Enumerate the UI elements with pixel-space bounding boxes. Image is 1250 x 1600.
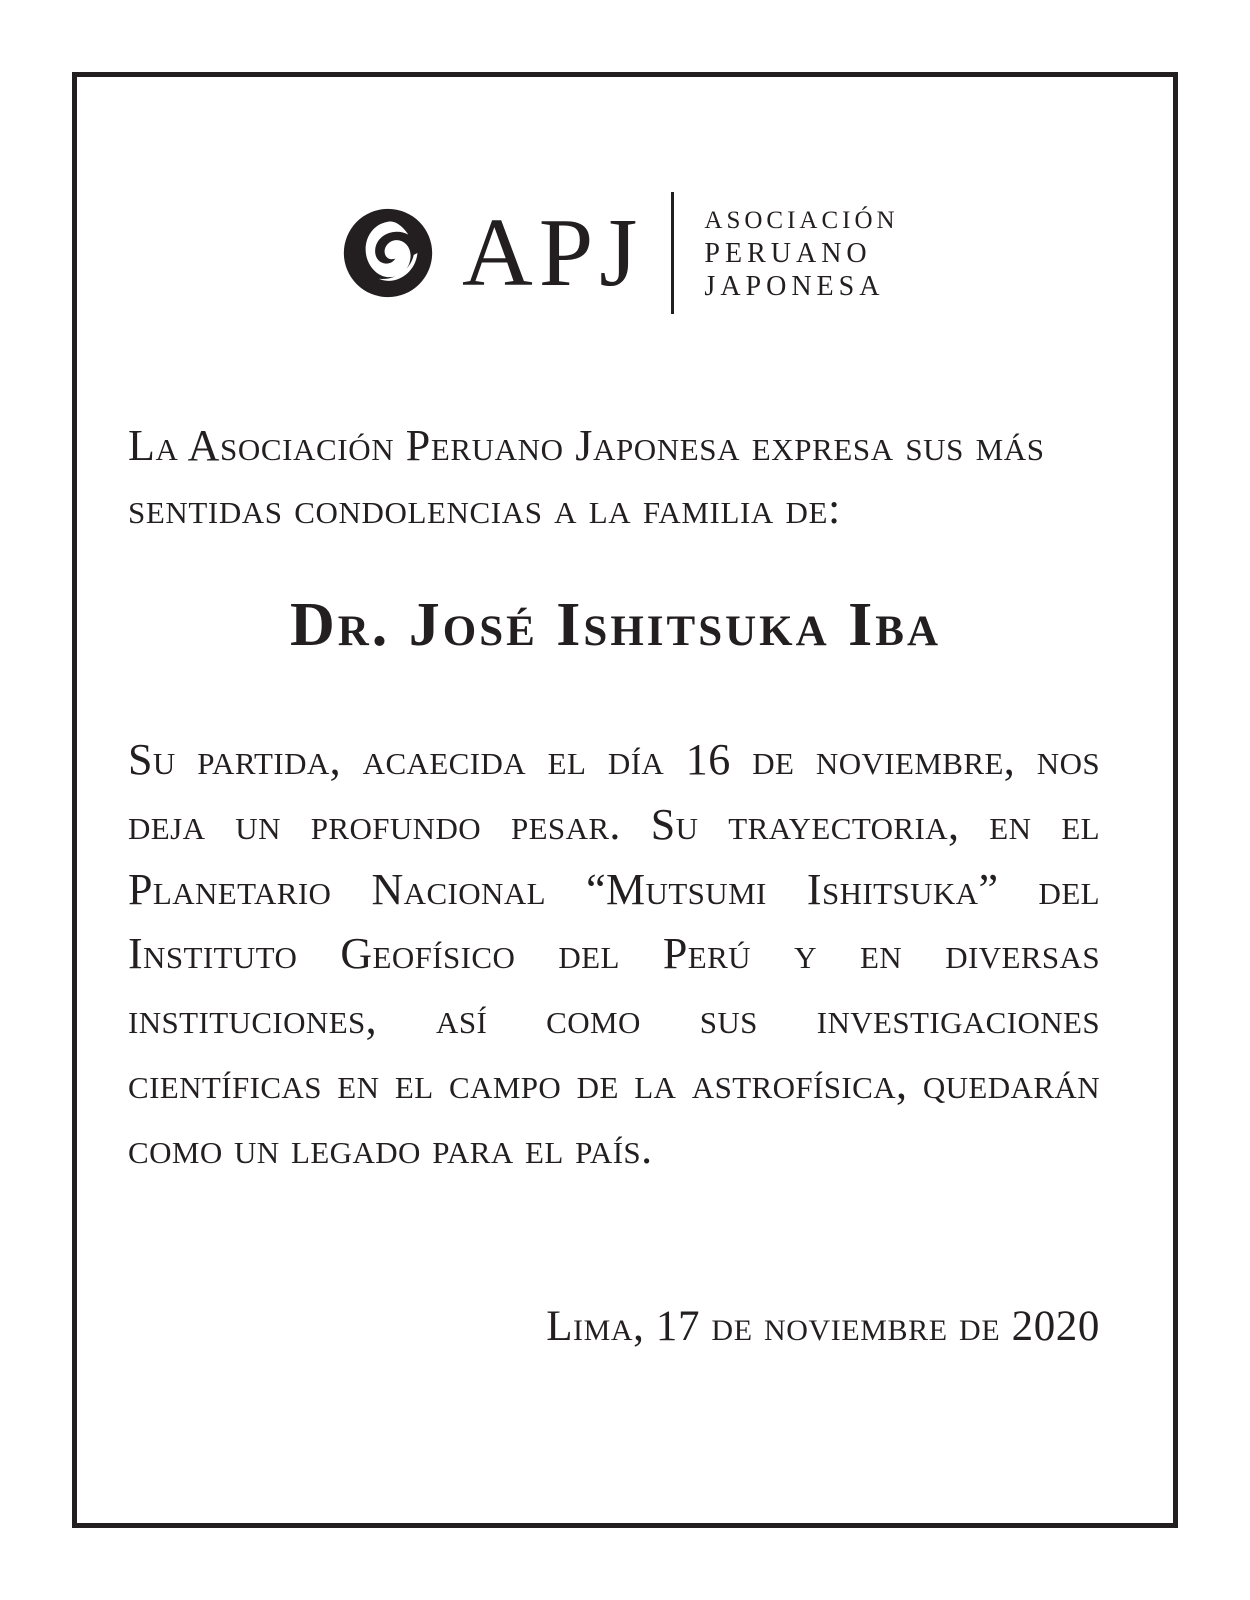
apj-logo [342, 190, 899, 316]
tribute-paragraph: Su partida, acaecida el día 16 de noviembre, nos deja un profundo pesar. Su trayectoria, en el Planetario Nacional “Mutsumi Ishitsuka” del Instituto Geofísico del Perú y en diversas instituciones, así como sus investigaciones científicas en el campo de la astrofísica, quedarán como un legado para el país. [128, 735, 1100, 1173]
deceased-name: Dr. José Ishitsuka Iba [289, 591, 942, 659]
apj-swirl-emblem-icon [342, 207, 434, 299]
wordmark-line-3: JAPONESA [704, 270, 885, 302]
apj-acronym: APJ [462, 199, 644, 307]
condolence-intro: La Asociación Peruano Japonesa expresa sus más sentidas condolencias a la familia de: [128, 421, 1045, 533]
wordmark-line-1: ASOCIACIÓN [704, 206, 899, 234]
association-wordmark [704, 204, 898, 303]
logo-divider [671, 192, 674, 314]
wordmark-line-2: PERUANO [704, 237, 872, 269]
place-and-date: Lima, 17 de noviembre de 2020 [546, 1303, 1100, 1350]
